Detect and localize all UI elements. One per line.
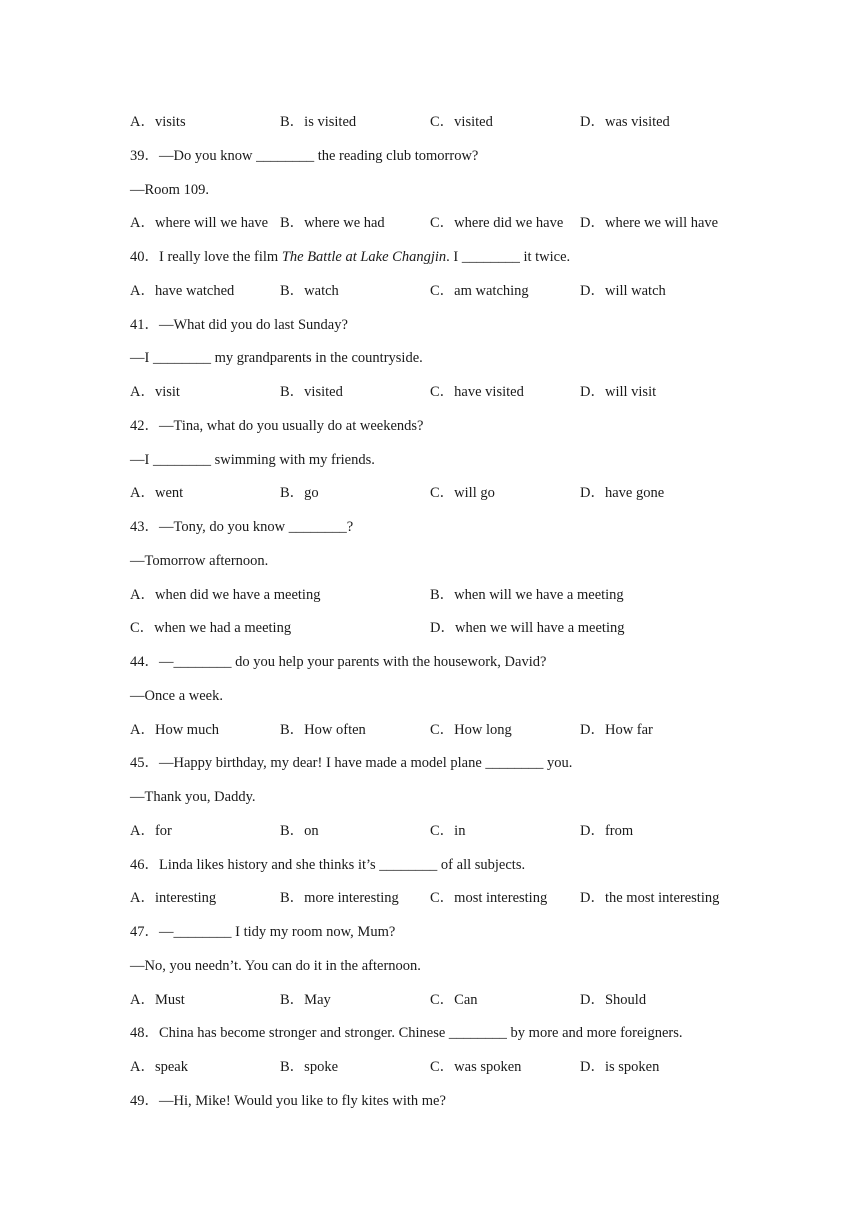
answer-option: D．How far — [580, 722, 653, 738]
question-line: 45．—Happy birthday, my dear! I have made a model plane ________ you. — [130, 755, 573, 771]
answer-option: C．where did we have — [430, 215, 564, 231]
answer-option: C．have visited — [430, 384, 524, 400]
answer-option: D．Should — [580, 992, 647, 1008]
answer-option: B．where we had — [280, 215, 385, 231]
answer-option: D．is spoken — [580, 1059, 660, 1075]
answer-option: A．interesting — [130, 890, 217, 906]
answer-option: D．will watch — [580, 283, 666, 299]
question-line: 49．—Hi, Mike! Would you like to fly kites with me? — [130, 1093, 446, 1109]
answer-option: B．more interesting — [280, 890, 399, 906]
answer-option: A．speak — [130, 1059, 188, 1075]
answer-option: D．the most interesting — [580, 890, 720, 906]
answer-option: D．will visit — [580, 384, 657, 400]
answer-option: C．visited — [430, 114, 493, 130]
answer-option: B．spoke — [280, 1059, 338, 1075]
answer-option: A．where will we have — [130, 215, 269, 231]
answer-option: D．when we will have a meeting — [430, 620, 625, 636]
answer-option: C．most interesting — [430, 890, 548, 906]
question-line: 46．Linda likes history and she thinks it’s ________ of all subjects. — [130, 857, 526, 873]
question-line: —Tomorrow afternoon. — [130, 553, 269, 569]
answer-option: B．on — [280, 823, 319, 839]
answer-option: A．went — [130, 485, 184, 501]
answer-option: C．How long — [430, 722, 512, 738]
answer-option: A．Must — [130, 992, 185, 1008]
answer-option: A．for — [130, 823, 172, 839]
question-line: —Thank you, Daddy. — [130, 789, 256, 805]
answer-option: D．was visited — [580, 114, 670, 130]
answer-option: C．in — [430, 823, 466, 839]
question-line: 47．—________ I tidy my room now, Mum? — [130, 924, 396, 940]
answer-option: A．How much — [130, 722, 220, 738]
answer-option: C．will go — [430, 485, 495, 501]
question-text: . I ________ it twice. — [446, 249, 571, 265]
question-line: —I ________ swimming with my friends. — [130, 452, 375, 468]
question-line: 39．—Do you know ________ the reading club tomorrow? — [130, 148, 479, 164]
answer-option: C．am watching — [430, 283, 529, 299]
question-line: 42．—Tina, what do you usually do at weekends? — [130, 418, 424, 434]
question-line — [130, 247, 570, 267]
answer-option: B．when will we have a meeting — [430, 587, 624, 603]
answer-option: D．have gone — [580, 485, 665, 501]
answer-option: B．is visited — [280, 114, 357, 130]
answer-option: B．go — [280, 485, 319, 501]
answer-option: C．when we had a meeting — [130, 620, 292, 636]
question-line: —Room 109. — [130, 182, 209, 198]
answer-option: B．visited — [280, 384, 343, 400]
answer-option: A．when did we have a meeting — [130, 587, 321, 603]
answer-option: A．visit — [130, 384, 180, 400]
answer-option: B．How often — [280, 722, 366, 738]
question-line: 41．—What did you do last Sunday? — [130, 317, 348, 333]
answer-option: C．was spoken — [430, 1059, 522, 1075]
question-line: 43．—Tony, do you know ________? — [130, 519, 354, 535]
answer-option: A．have watched — [130, 283, 235, 299]
answer-option: A．visits — [130, 114, 186, 130]
answer-option: C．Can — [430, 992, 478, 1008]
answer-option: D．from — [580, 823, 634, 839]
answer-option: B．May — [280, 992, 331, 1008]
question-line: —Once a week. — [130, 688, 223, 704]
film-title: The Battle at Lake Changjin — [281, 249, 447, 265]
answer-option: D．where we will have — [580, 215, 719, 231]
question-line: —No, you needn’t. You can do it in the afternoon. — [130, 958, 421, 974]
question-line: 48．China has become stronger and stronger. Chinese ________ by more and more foreigners. — [130, 1025, 683, 1041]
answer-option: B．watch — [280, 283, 339, 299]
question-text: 40．I really love the film — [130, 249, 282, 265]
question-line: 44．—________ do you help your parents with the housework, David? — [130, 654, 547, 670]
question-line: —I ________ my grandparents in the countryside. — [130, 350, 423, 366]
